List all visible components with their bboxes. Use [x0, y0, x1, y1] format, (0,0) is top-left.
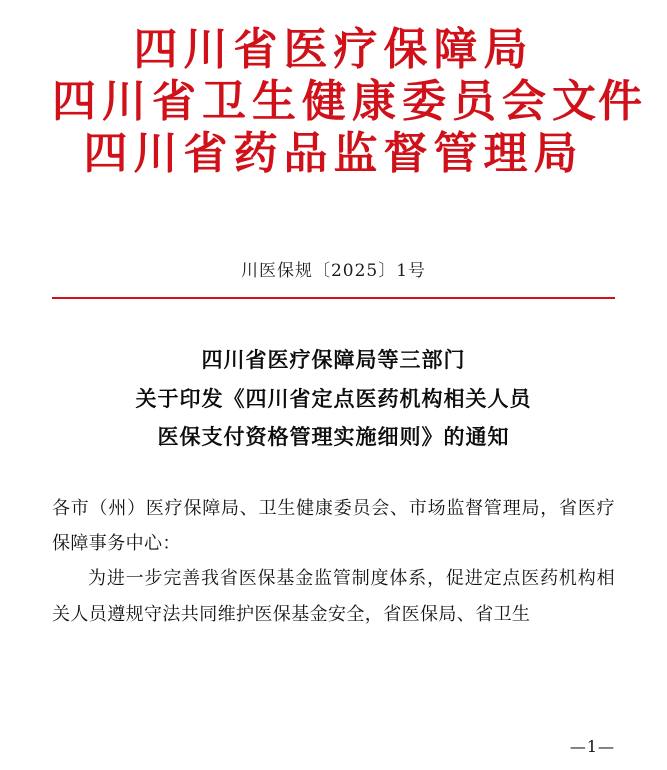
- body-paragraph-2: 为进一步完善我省医保基金监管制度体系，促进定点医药机构相关人员遵规守法共同维护医保基金安全，省医保局、省卫生: [52, 568, 615, 625]
- page-number: —1—: [569, 737, 615, 756]
- document-number: 川医保规〔2025〕1号: [240, 260, 427, 281]
- masthead-line-2-text: 四川省卫生健康委员会: [52, 75, 552, 127]
- document-title: [52, 341, 615, 458]
- title-line-1: 四川省医疗保障局等三部门: [201, 346, 466, 372]
- title-line-3: 医保支付资格管理实施细则》的通知: [157, 424, 510, 450]
- document-body: [52, 491, 615, 631]
- red-divider-rule: [52, 297, 615, 299]
- masthead: [52, 0, 644, 180]
- title-line-2: 关于印发《四川省定点医药机构相关人员: [135, 385, 532, 411]
- masthead-line-3: 四川省药品监督管理局: [83, 127, 584, 179]
- masthead-line-2: [52, 75, 644, 128]
- masthead-line-1: 四川省医疗保障局: [133, 24, 534, 75]
- masthead-wenjian-label: 文件: [552, 75, 644, 127]
- body-paragraph-1: 各市（州）医疗保障局、卫生健康委员会、市场监督管理局，省医疗保障事务中心：: [52, 498, 615, 555]
